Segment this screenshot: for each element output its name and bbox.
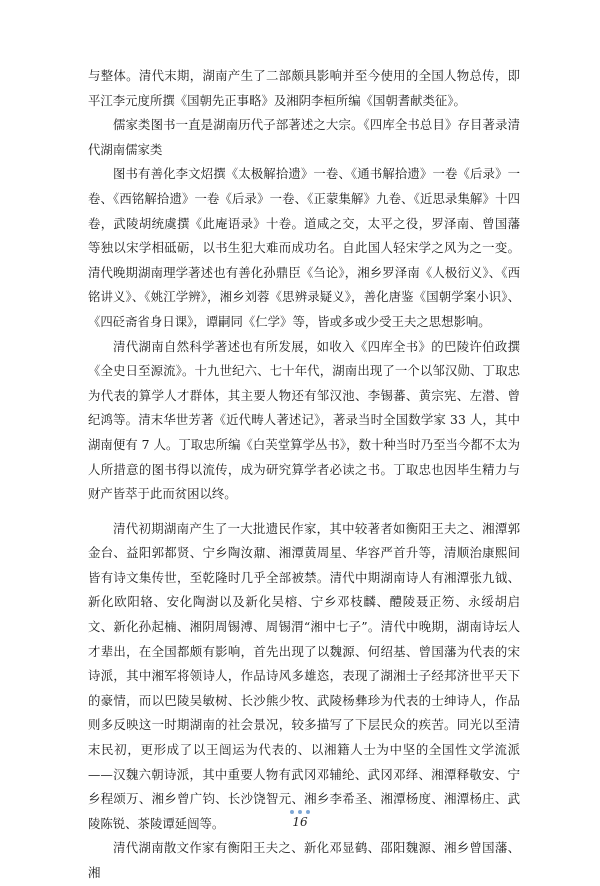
page-number: 16 xyxy=(292,815,308,829)
paragraph: 与整体。清代末期，湖南产生了二部颇具影响并至今使用的全国人物总传，即平江李元度所撰《国朝先正事略》及湘阴李桓所编《国朝耆献类征》。 xyxy=(88,68,520,108)
page-footer xyxy=(0,810,600,829)
paragraph: 清代湖南自然科学著述也有所发展，如收入《四库全书》的巴陵许伯政撰《全史日至源流》。十九世纪六、七十年代，湖南出现了一个以邹汉勋、丁取忠为代表的算学人才群体，其主要人物还有邹汉池、李锡蕃、黄宗宪、左潜、曾纪鸿等。清末华世芳著《近代畴人著述记》，著录当时全国数学家 33 人，其中湖南便有 7 人。丁取忠所编《白芙堂算学丛书》，数十种当时乃至当今都不太为人所措意的图书得以流传，成为研究算学者必读之书。丁取忠也因毕生精力与财产皆萃于此而贫困以终。 xyxy=(88,338,520,502)
ornament-dot xyxy=(306,810,310,814)
ornament-dot xyxy=(290,810,294,814)
ornament-dot xyxy=(298,810,302,814)
paragraph: 清代湖南散文作家有衡阳王夫之、新化邓显鹤、邵阳魏源、湘乡曾国藩、湘 xyxy=(88,840,520,880)
footer-ornament xyxy=(0,810,600,814)
body-text xyxy=(88,64,520,886)
paragraph: 清代初期湖南产生了一大批遗民作家，其中较著者如衡阳王夫之、湘潭郭金台、益阳郭都贤、宁乡陶汝鼐、湘潭黄周星、华容严首升等，清顺治康熙间皆有诗文集传世，至乾隆时几乎全部被禁。清代中期湖南诗人有湘潭张九钺、新化欧阳辂、安化陶澍以及新化吴榕、宁乡邓枝麟、醴陵聂正笏、永绥胡启文、新化孙起楠、湘阴周锡溥、周锡渭“湘中七子”。清代中晚期，湖南诗坛人才辈出，在全国都颇有影响，首先出现了以魏源、何绍基、曾国藩为代表的宋诗派，其中湘军将领诗人，作品诗风多雄恣，表现了湖湘士子经邦济世平天下的豪情，而以巴陵吴敏树、长沙熊少牧、武陵杨彝珍为代表的士绅诗人，作品则多反映这一时期湖南的社会景况，较多描写了下层民众的疾苦。同光以至清末民初，更形成了以王闿运为代表的、以湘籍人士为中坚的全国性文学流派——汉魏六朝诗派，其中重要人物有武冈邓辅纶、武冈邓绎、湘潭释敬安、宁乡程颂万、湘乡曾广钧、长沙饶智元、湘乡李希圣、湘潭杨度、湘潭杨庄、武陵陈锐、茶陵谭延闿等。 xyxy=(88,520,520,831)
paragraph: 图书有善化李文炤撰《太极解拾遗》一卷、《通书解拾遗》一卷《后录》一卷、《西铭解拾遗》一卷《后录》一卷、《正蒙集解》九卷、《近思录集解》十四卷，武陵胡统虞撰《此庵语录》十卷。道咸之交，太平之役，罗泽南、曾国藩等独以宋学相砥砺，以书生犯大难而成功名。自此国人轻宋学之风为之一变。清代晚期湖南理学著述也有善化孙鼎臣《刍论》，湘乡罗泽南《人极衍义》、《西铭讲义》、《姚江学辨》，湘乡刘蓉《思辨录疑义》，善化唐鉴《国朝学案小识》、《四砭斋省身日课》，谭嗣同《仁学》等，皆或多或少受王夫之思想影响。 xyxy=(88,166,520,329)
paragraph: 儒家类图书一直是湖南历代子部著述之大宗。《四库全书总目》存目著录清代湖南儒家类 xyxy=(88,117,520,157)
